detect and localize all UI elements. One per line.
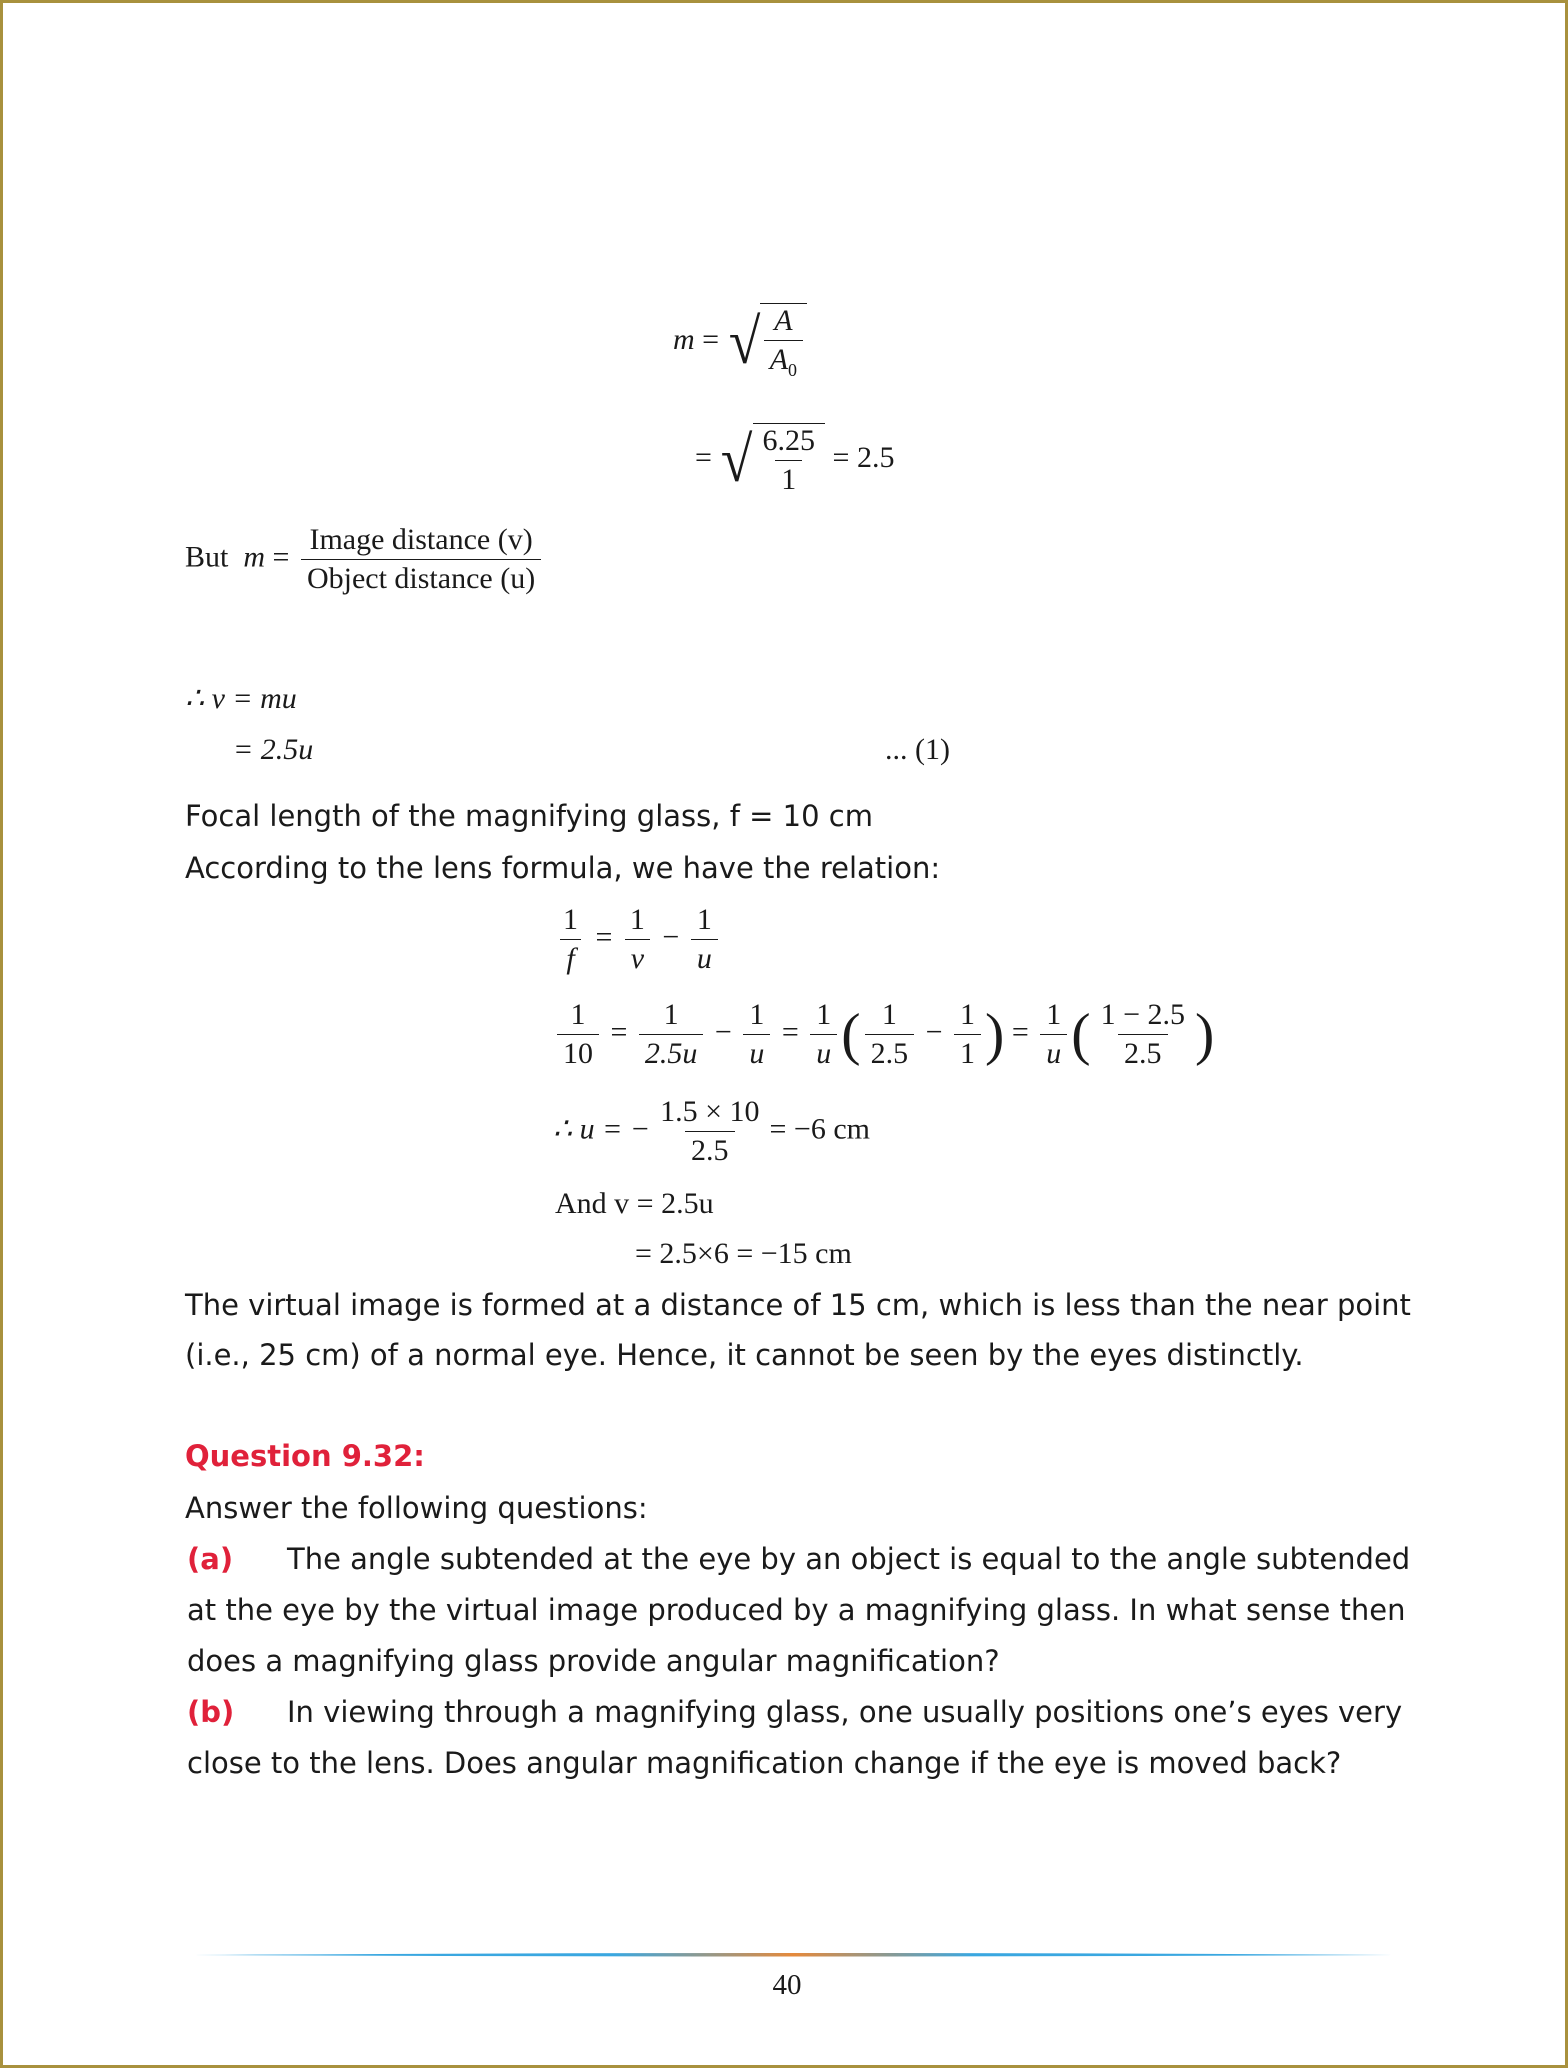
footer-divider bbox=[193, 1952, 1393, 1958]
text-lens-formula-intro: According to the lens formula, we have the relation: bbox=[185, 851, 941, 885]
image-distance-label: Image distance (v) bbox=[309, 523, 533, 556]
question-title: Question 9.32: bbox=[185, 1439, 425, 1473]
question-intro: Answer the following questions: bbox=[185, 1491, 648, 1525]
equation-magnification-sqrt: m = √ $\frac{A}{A_0}$ bbox=[673, 303, 807, 381]
equation-u-result: ∴ u = − $\frac{1.5 \times 10}{2.5}$ = −6 cm bbox=[553, 1095, 870, 1167]
symbol-A: A bbox=[774, 304, 793, 337]
equation-magnification-value: = √ $\frac{6.25}{1}$ = 2.5 bbox=[695, 424, 895, 496]
equation-tag-1: ... (1) bbox=[885, 733, 950, 766]
equation-lens-formula: $\frac{1}{f}$ = $\frac{1}{v}$ − $\frac{1}{u}$ bbox=[553, 903, 722, 976]
symbol-m: m bbox=[673, 322, 695, 356]
equation-v-mu: ∴ v = mu bbox=[185, 682, 297, 715]
equation-and-v: And v = 2.5u bbox=[555, 1187, 714, 1220]
question-part-a-line-3: does a magnifying glass provide angular magnification? bbox=[187, 1644, 1000, 1678]
equation-v-result: = 2.5×6 = −15 cm bbox=[635, 1237, 852, 1270]
equation-v-2-5u: = 2.5u bbox=[233, 733, 314, 766]
equation-magnification-definition: But m = $\frac{\text{Image distance (v)}}{\text{Object distance (u)}}$ bbox=[185, 523, 545, 596]
object-distance-label: Object distance (u) bbox=[301, 559, 541, 596]
question-part-a-label: (a) bbox=[187, 1542, 234, 1576]
equation-lens-substitution: $\frac{1}{10}$ = $\frac{1}{2.5u}$ − $\frac{1}{u}$ = $\frac{1}{u}$ ( $\frac{1}{2.5}$ − $\frac{1}{1}$ ) = $\frac{1}{u}$ ( $\frac{1 - 2.5}{2.5}$ ) bbox=[553, 998, 1214, 1071]
page-number: 40 bbox=[772, 1969, 802, 2001]
area-value: 6.25 bbox=[762, 424, 816, 457]
question-part-b-label: (b) bbox=[187, 1695, 235, 1729]
question-part-b-line-2: close to the lens. Does angular magnification change if the eye is moved back? bbox=[187, 1746, 1342, 1780]
area-zero-value: 1 bbox=[775, 460, 802, 497]
text-conclusion-line-2: (i.e., 25 cm) of a normal eye. Hence, it cannot be seen by the eyes distinctly. bbox=[185, 1338, 1304, 1372]
magnification-result: = 2.5 bbox=[832, 440, 895, 474]
text-conclusion-line-1: The virtual image is formed at a distance of 15 cm, which is less than the near point bbox=[185, 1288, 1411, 1322]
question-part-a-line-2: at the eye by the virtual image produced by a magnifying glass. In what sense then bbox=[187, 1593, 1406, 1627]
question-part-b-line-1: In viewing through a magnifying glass, one usually positions one’s eyes very bbox=[287, 1695, 1403, 1729]
text-focal-length: Focal length of the magnifying glass, f = 10 cm bbox=[185, 799, 873, 833]
sqrt-area-ratio: √ $\frac{A}{A_0}$ bbox=[727, 303, 807, 381]
question-part-a-line-1: The angle subtended at the eye by an object is equal to the angle subtended bbox=[287, 1542, 1411, 1576]
symbol-A0: $A_0$ bbox=[764, 340, 803, 381]
